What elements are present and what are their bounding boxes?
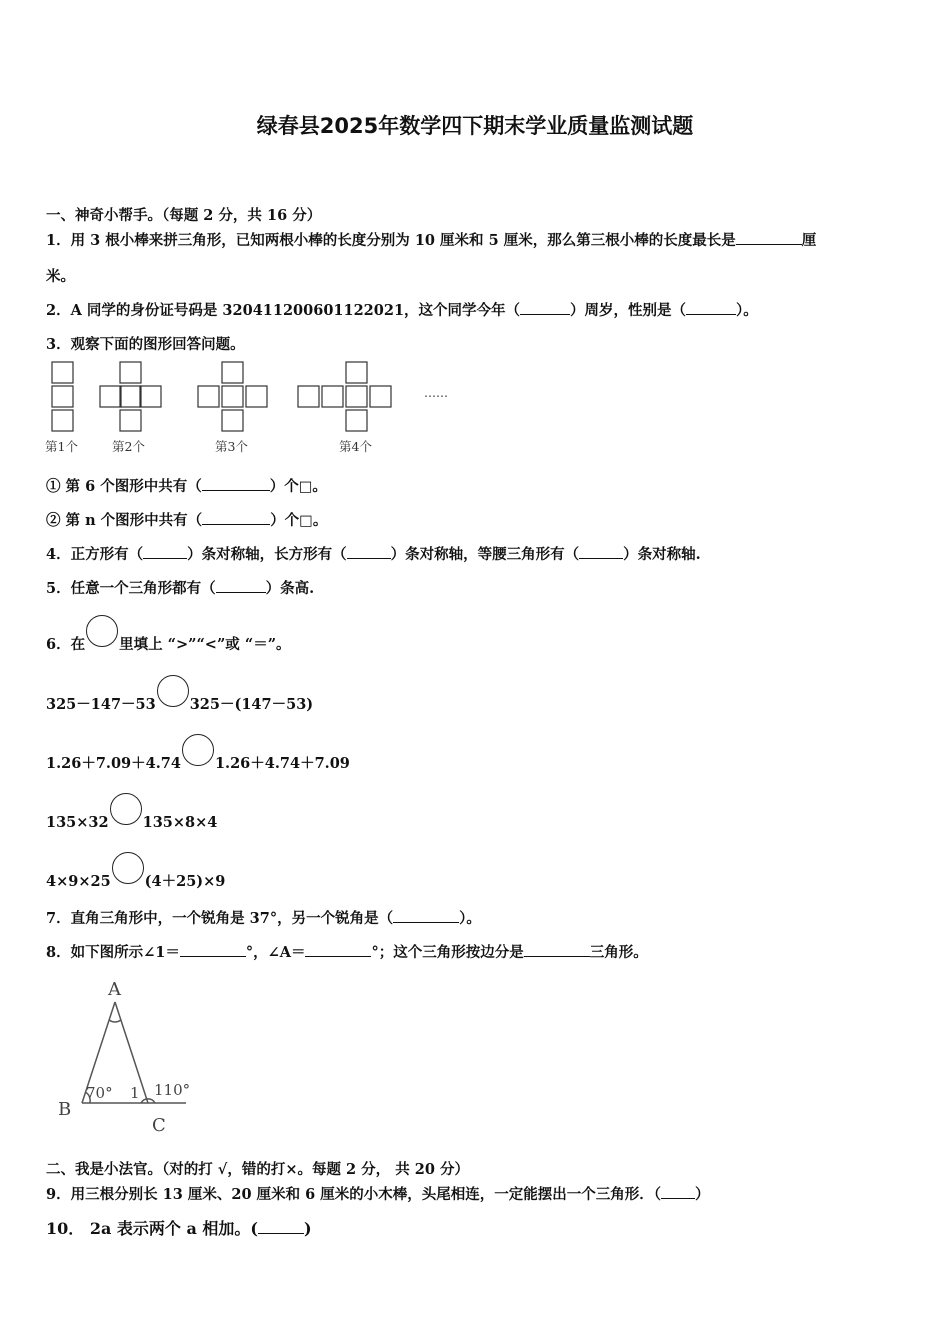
section-2-heading: 二、我是小法官。（对的打 √，错的打×。每题 2 分， 共 20 分） xyxy=(46,1161,469,1178)
triangle-figure xyxy=(50,975,210,1140)
question-3: 3．观察下面的图形回答问题。 xyxy=(46,336,245,353)
comparison-1-left: 325－147－53 xyxy=(46,696,156,713)
comparison-4-left: 4×9×25 xyxy=(46,873,111,890)
q1-unit: 厘 xyxy=(801,232,817,249)
section-1-heading: 一、神奇小帮手。（每题 2 分，共 16 分） xyxy=(46,207,322,224)
q8-text: 8．如下图所示∠1＝ xyxy=(46,944,180,961)
q8-blank-angleA[interactable] xyxy=(305,944,371,957)
question-7 xyxy=(46,907,481,928)
q10-text: 10． 2a 表示两个 a 相加。( xyxy=(46,1219,258,1238)
angle-b-label: 70° xyxy=(86,1084,113,1102)
q2-text-3: ）。 xyxy=(736,302,758,319)
question-3-part-2 xyxy=(46,509,327,530)
question-10 xyxy=(46,1216,312,1239)
q8-text-4: 三角形。 xyxy=(589,944,648,961)
comparison-2-circle[interactable] xyxy=(182,734,214,766)
comparison-2-left: 1.26＋7.09＋4.74 xyxy=(46,755,181,772)
question-2 xyxy=(46,299,758,320)
comparison-1-circle[interactable] xyxy=(157,675,189,707)
comparison-3-right: 135×8×4 xyxy=(142,814,218,831)
q1-text: 1．用 3 根小棒来拼三角形，已知两根小棒的长度分别为 10 厘米和 5 厘米，那么第三根小棒的长度最长是 xyxy=(46,232,736,249)
square-pattern-figure xyxy=(40,355,470,460)
question-9 xyxy=(46,1183,710,1204)
comparison-2-right: 1.26＋4.74＋7.09 xyxy=(214,755,350,772)
q3a-text: ① 第 6 个图形中共有（ xyxy=(46,478,202,495)
q2-blank-gender[interactable] xyxy=(686,302,736,315)
vertex-c-label: C xyxy=(152,1115,166,1136)
q3a-blank[interactable] xyxy=(202,478,270,491)
q7-text: 7．直角三角形中，一个锐角是 37°，另一个锐角是（ xyxy=(46,910,394,927)
comparison-4-circle[interactable] xyxy=(112,852,144,884)
q2-blank-age[interactable] xyxy=(520,302,570,315)
question-4 xyxy=(46,543,701,564)
q4-text: 4．正方形有（ xyxy=(46,546,144,563)
q9-text-2: ） xyxy=(695,1186,710,1203)
question-8 xyxy=(46,941,648,962)
q4-blank-isosceles[interactable] xyxy=(579,546,623,559)
q5-blank[interactable] xyxy=(216,580,266,593)
q10-blank[interactable] xyxy=(258,1221,304,1234)
vertex-a-label: A xyxy=(108,979,121,1000)
q8-blank-type[interactable] xyxy=(524,944,590,957)
comparison-3 xyxy=(46,801,217,833)
q8-text-3: °；这个三角形按边分是 xyxy=(371,944,524,961)
comparison-4-right: (4＋25)×9 xyxy=(144,873,226,890)
q4-text-2: ）条对称轴，长方形有（ xyxy=(187,546,347,563)
q4-blank-square[interactable] xyxy=(143,546,187,559)
q5-text-2: ）条高. xyxy=(265,580,315,597)
q2-text-2: ）周岁，性别是（ xyxy=(570,302,687,319)
circle-icon xyxy=(86,615,118,647)
q6-text-2: 里填上 “>”“<”或 “＝”。 xyxy=(119,636,291,653)
q8-text-2: °，∠A＝ xyxy=(245,944,306,961)
q4-text-4: ）条对称轴. xyxy=(623,546,701,563)
exterior-angle-label: 110° xyxy=(154,1081,191,1099)
q4-text-3: ）条对称轴，等腰三角形有（ xyxy=(390,546,580,563)
question-1-cont: 米。 xyxy=(46,268,75,285)
q7-blank[interactable] xyxy=(393,910,459,923)
figure-ellipsis: …… xyxy=(424,386,448,400)
q4-blank-rectangle[interactable] xyxy=(347,546,391,559)
question-6 xyxy=(46,623,291,655)
angle-1-label: 1 xyxy=(130,1084,140,1102)
question-5 xyxy=(46,577,314,598)
page-title: 绿春县2025年数学四下期末学业质量监测试题 xyxy=(256,114,694,138)
vertex-b-label: B xyxy=(58,1099,72,1120)
q5-text: 5．任意一个三角形都有（ xyxy=(46,580,216,597)
question-1 xyxy=(46,229,816,250)
q2-text: 2．A 同学的身份证号码是 320411200601122021，这个同学今年（ xyxy=(46,302,521,319)
q3a-text-2: ）个□。 xyxy=(269,478,327,495)
figure-label-1: 第1个 xyxy=(45,439,78,454)
comparison-2 xyxy=(46,742,350,774)
q3b-text: ② 第 n 个图形中共有（ xyxy=(46,512,203,529)
q9-blank[interactable] xyxy=(661,1186,695,1199)
q8-blank-angle1[interactable] xyxy=(180,944,246,957)
q9-text: 9．用三根分别长 13 厘米、20 厘米和 6 厘米的小木棒，头尾相连，一定能摆出一个三角形．（ xyxy=(46,1186,662,1203)
question-3-part-1 xyxy=(46,475,327,496)
comparison-4 xyxy=(46,860,225,892)
comparison-3-circle[interactable] xyxy=(110,793,142,825)
q3b-text-2: ）个□。 xyxy=(270,512,328,529)
q3b-blank[interactable] xyxy=(202,512,270,525)
comparison-3-left: 135×32 xyxy=(46,814,109,831)
comparison-1 xyxy=(46,683,313,715)
comparison-1-right: 325－(147－53) xyxy=(189,696,314,713)
figure-label-4: 第4个 xyxy=(339,439,372,454)
q10-text-2: ) xyxy=(304,1219,312,1238)
q7-text-2: ）。 xyxy=(459,910,481,927)
figure-label-3: 第3个 xyxy=(215,439,248,454)
q1-blank[interactable] xyxy=(736,232,802,245)
figure-label-2: 第2个 xyxy=(112,439,145,454)
q6-text: 6．在 xyxy=(46,636,86,653)
